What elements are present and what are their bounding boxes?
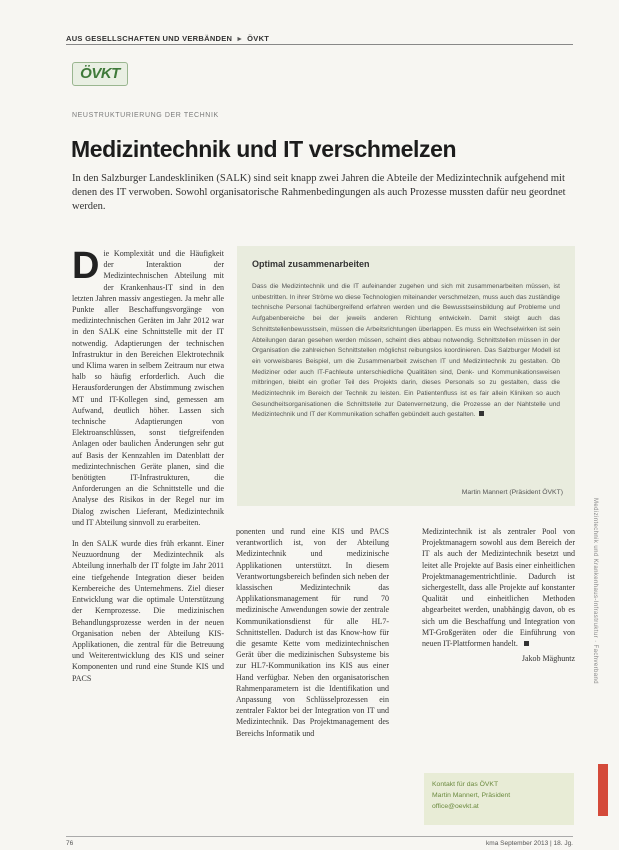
contact-email[interactable]: office@oevkt.at: [432, 803, 479, 810]
paragraph-2: In den SALK wurde dies früh erkannt. Einer Neuzuordnung der Medizintechnik als Abteilung innerhalb der IT folgte im Jahr 2011 eine tiefgehende Integration dieser beiden Kernbereiche des Unternehmens. Ziel dieser Entwicklung war die optimale Unterstützung der Kernprozesse. Die medizinischen Behandlungsprozesse werden in der neuen Organisation neben der Abteilung KIS-Applikationen, die zentral für die Betreuung und Weiterentwicklung des KIS und seiner Komponenten und rund eine Stunde KIS und PACS: [72, 539, 224, 683]
article-title: Medizintechnik und IT verschmelzen: [71, 136, 457, 162]
paragraph-3: ponenten und rund eine KIS und PACS verantwortlich ist, von der Abteilung Medizintechnik und medizinische Applikationen unterstützt. In diesem Verantwortungsbereich befinden sich neben der klassischen Medizintechnik das Applikationsmanagement für rund 70 medizinische Anwendungen sowie der zentrale Kommunikationsdienst für alle HL7-Schnittstellen. Dadurch ist das Know-how für die gesamte Kette vom medizintechnischen Gerät über die medizinischen Subsysteme bis zur HL7-Kommunikation ins KIS aus einer Hand verfügbar. Neben den organisatorischen Rahmenparametern ist die Identifikation und Anpassung von Schlüsselprozessen ein zentraler Faktor bei der Integration von IT und Medizintechnik. Das Projektmanagement des Bereichs Informatik und: [236, 527, 389, 738]
header-rule: [66, 44, 573, 45]
side-tab-marker: [598, 764, 608, 816]
footer-publication: kma September 2013 | 18. Jg.: [486, 840, 573, 847]
contact-line-1: Kontakt für das ÖVKT: [432, 781, 499, 788]
column-2: [236, 526, 389, 749]
author-signature: Jakob Mäghuntz: [521, 654, 575, 664]
page-number: 76: [66, 840, 74, 847]
sidebar-box: [237, 246, 575, 506]
box-title: Optimal zusammenarbeiten: [252, 259, 370, 269]
arrow-icon: ▸: [237, 34, 242, 43]
oevkt-logo: [72, 62, 128, 86]
dropcap: D: [72, 245, 100, 287]
contact-box: [424, 773, 574, 825]
column-1: [72, 245, 224, 694]
box-text: [252, 282, 560, 421]
logo-text: ÖVKT: [80, 65, 120, 82]
contact-line-2: Martin Mannert, Präsident: [432, 792, 511, 799]
footer-rule: [66, 836, 573, 837]
end-mark-icon: [479, 411, 484, 416]
paragraph-1-text: ie Komplexität und die Häufigkeit der Interaktion der Medizintechnischen Abteilung mit der Krankenhaus-IT sind in den letzten Jahren massiv angestiegen. Ja mehr alle Punkte aller Beschaffungsvorgänge von medizintechnischen Geräten im Jahr 2012 war in den SALK eine Schnittstelle mit der IT notwendig. Adaptierungen der technischen Infrastruktur in den Bereichen Elektrotechnik und Klima waren in selbem Zeitraum nur etwa halb so häufig erforderlich. Auch die Herausforderungen der Abstimmung zwischen MT und IT-Kollegen sind, gemessen am Aufwand, deutlich höher. Lassen sich technische Adaptierungen von Elektroanschlüssen, sonst tiefgreifenden Anlagen oder baulichen Änderungen sehr gut auf Basis der Kennzahlen im Datenblatt der medizintechnischen Geräte planen, sind die benötigten IT-Infrastrukturen, die Anforderungen an die Schnittstelle und die Analyse des Risikos in der Regel nur im Dialog zwischen Lieferant, Medizintechnik und IT Abteilung sinnvoll zu erarbeiten.: [72, 249, 224, 527]
box-signature: Martin Mannert (Präsident ÖVKT): [461, 489, 563, 496]
section-label: AUS GESELLSCHAFTEN UND VERBÄNDEN: [66, 34, 233, 43]
paragraph-1: [72, 245, 224, 528]
article-lead: In den Salzburger Landeskliniken (SALK) sind seit knapp zwei Jahren die Abteile der Medizintechnik aufgehend mit denen des IT verwoben. Sowohl organisatorische Rahmenbedingungen als auch Prozesse mussten dafür neu geordnet werden.: [72, 173, 566, 212]
paragraph-4: Medizintechnik ist als zentraler Pool von Projektmanagern sowohl aus dem Bereich der IT als auch der Medizintechnik besetzt und leitet alle Projekte auf Basis einer einheitlichen Projektmanagementrichtlinie. Dadurch ist sichergestellt, dass alle Projekte auf konstanter Qualität und einheitlichen Methoden abgearbeitet werden, unabhängig davon, ob es sich um die Beschaffung und Integration von MT-Großgeräten oder die Einführung von neuen IT-Plattformen handelt.: [422, 527, 575, 649]
article-kicker: NEUSTRUKTURIERUNG DER TECHNIK: [72, 112, 219, 119]
side-label: [592, 498, 606, 738]
section-header: [66, 34, 269, 43]
side-label-text: Medizintechnik und Krankenhaus-Infrastruktur · Fachverband: [592, 498, 598, 684]
box-text-body: Dass die Medizintechnik und die IT aufeinander zugehen und sich mit zusammenarbeiten müssen, ist unbestritten. In ihrer Ströme wo diese Technologien miteinander verschmelzen, muss auch das zuständige technische Personal fachübergreifend erfahren werden und die Bewusstseinsbildung auf Probleme und Aufgabenbereiche bei der jeweils anderen Richtung entwickeln. Damit steigt auch das Schnittstellenbewusstsein, müssen die Arbeitsrichtungen überlappen. Es muss ein Wechselwirken ist sein Abteilungen daran gesehen werden müssen, scheint dies abbau notwendig. Schnittstellen müssen in der Organisation die zahlreichen Schnittstellen möglichst reibungslos koordinieren. Das Salzburger Modell ist ein vorweisbares Beispiel, um die Zusammenarbeit zwischen IT und Medizintechnik zu gestalten. Ob Mediziner oder auch IT-Fachleute unterschiedliche Qualitäten sind, Denk- und Kommunikationsweisen mitbringen, bleibt ein großer Teil des Projekts darin, dieses Personals so zu gestalten, dass die Medizintechnik im Bereich der Technik zu leisten. Ein Patientenfluss ist es fair allein Kliniken so auch Gesundheitsorganisationen die Schnittstelle zur Datenvernetzung, die Prozesse an der Nahtstelle und Medizintechnik und IT der Kommunikation schaffen gebündelt auch gestalten.: [252, 283, 560, 419]
end-mark-icon: [524, 641, 529, 646]
column-3: [422, 526, 575, 664]
section-sublabel: ÖVKT: [247, 34, 270, 43]
